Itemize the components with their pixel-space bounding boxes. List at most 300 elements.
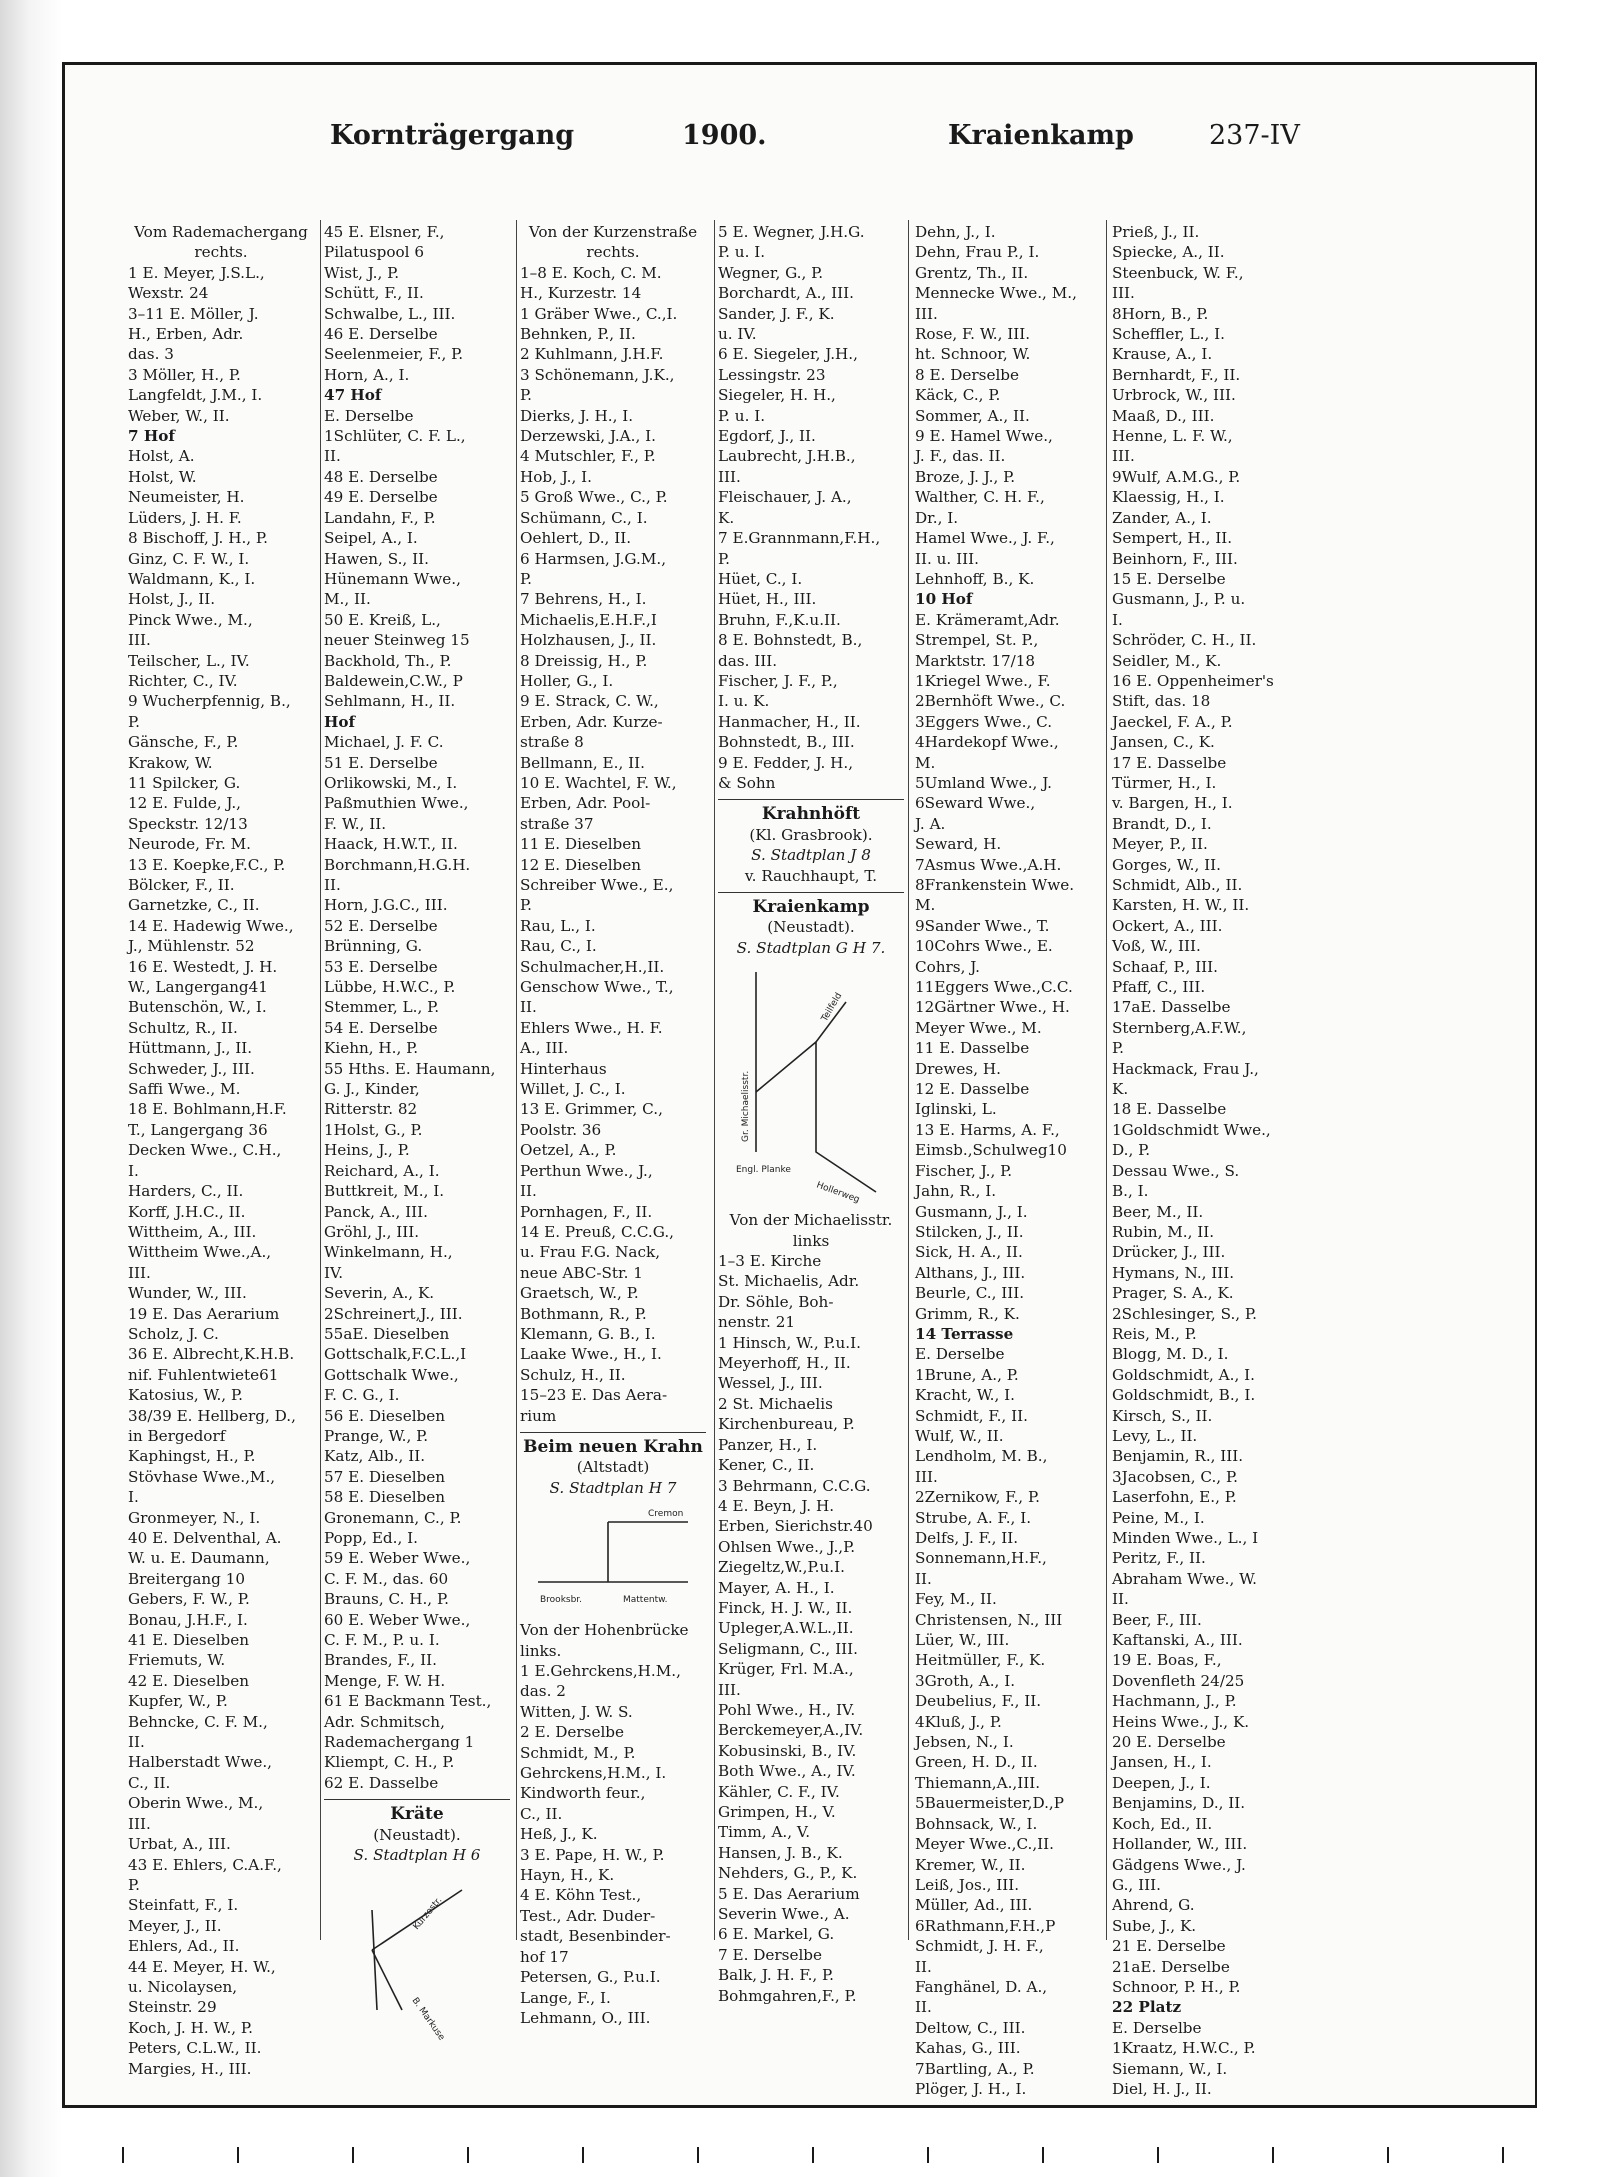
entry-line: Holst, A. bbox=[128, 447, 195, 466]
entry-line: Grentz, Th., II. bbox=[915, 263, 1029, 282]
entry-line: Heitmüller, F., K. bbox=[915, 1651, 1046, 1670]
entry-line: Meyer, J., II. bbox=[128, 1916, 222, 1935]
entry-line: Sempert, H., II. bbox=[1112, 529, 1233, 548]
entry-line: Seipel, A., I. bbox=[324, 529, 418, 548]
entry-line: II. bbox=[324, 876, 341, 894]
entry-line: neuer Steinweg 15 bbox=[324, 631, 470, 650]
entry-line: Horn, A., I. bbox=[324, 365, 410, 384]
entry-line: Ehlers, Ad., II. bbox=[128, 1937, 240, 1956]
entry-line: 7 Behrens, H., I. bbox=[520, 590, 647, 609]
entry-line: Zander, A., I. bbox=[1112, 508, 1212, 527]
entry-line: Schütt, F., II. bbox=[324, 284, 424, 303]
entry-line: Wessel, J., III. bbox=[718, 1374, 823, 1393]
entry-line: Kiehn, H., P. bbox=[324, 1039, 419, 1058]
entry-line: Popp, Ed., I. bbox=[324, 1529, 418, 1547]
entry-line: Goldschmidt, B., I. bbox=[1112, 1386, 1256, 1405]
section-rule bbox=[718, 799, 904, 800]
entry-line: Margies, H., III. bbox=[128, 2059, 252, 2078]
entry-line: III. bbox=[1112, 447, 1135, 466]
entry-line: Kaphingst, H., P. bbox=[128, 1447, 256, 1466]
entry-line: Benjamin, R., III. bbox=[1112, 1447, 1244, 1466]
entry-line: 2Schlesinger, S., P. bbox=[1112, 1304, 1257, 1323]
entry-line: Meyer Wwe., M. bbox=[915, 1018, 1042, 1037]
entry-line: Gronmeyer, N., I. bbox=[128, 1508, 261, 1527]
column-6 bbox=[1112, 222, 1278, 2098]
entry-line: III. bbox=[1112, 284, 1135, 303]
entry-line: Pornhagen, F., II. bbox=[520, 1202, 653, 1221]
entry-line: Seward, H. bbox=[915, 835, 1002, 854]
entry-line: Drewes, H. bbox=[915, 1059, 1001, 1078]
entry-line: 9Wulf, A.M.G., P. bbox=[1112, 467, 1241, 486]
entry-line: Kaftanski, A., III. bbox=[1112, 1631, 1243, 1650]
entry-line: Jebsen, N., I. bbox=[915, 1733, 1014, 1752]
entry-line: Schweder, J., III. bbox=[128, 1059, 255, 1078]
entry-line: Fischer, J. F., P., bbox=[718, 671, 838, 690]
entry-line: links bbox=[792, 1231, 830, 1250]
entry-line: 60 E. Weber Wwe., bbox=[324, 1610, 471, 1629]
street-map bbox=[726, 962, 896, 1206]
entry-line: Severin, A., K. bbox=[324, 1284, 435, 1303]
entry-line: straße 8 bbox=[520, 733, 584, 752]
entry-line: Willet, J. C., I. bbox=[520, 1080, 626, 1099]
entry-line: St. Michaelis, Adr. bbox=[718, 1272, 860, 1291]
entry-line: I. u. K. bbox=[718, 692, 770, 711]
entry-line: Gusmann, J., P. u. bbox=[1112, 590, 1246, 609]
entry-line: Von der Kurzenstraße bbox=[528, 223, 698, 241]
entry-line: Schaaf, P., III. bbox=[1112, 957, 1218, 976]
entry-line: 44 E. Meyer, H. W., bbox=[128, 1957, 276, 1976]
entry-line: 2Zernikow, F., P. bbox=[915, 1488, 1040, 1507]
entry-line: u. Nicolaysen, bbox=[128, 1977, 238, 1996]
entry-line: Kupfer, W., P. bbox=[128, 1692, 228, 1711]
entry-line: Hollander, W., III. bbox=[1112, 1835, 1248, 1854]
entry-line: J. F., das. II. bbox=[915, 447, 1006, 466]
column-4 bbox=[718, 222, 904, 2005]
entry-line: Erben, Adr. Kurze- bbox=[520, 712, 663, 731]
section-title: Kräte bbox=[390, 1804, 444, 1825]
entry-line: Pfaff, C., III. bbox=[1112, 978, 1206, 997]
entry-line: F. W., II. bbox=[324, 814, 387, 833]
entry-line: Urbrock, W., III. bbox=[1112, 386, 1236, 405]
entry-line: Schröder, C. H., II. bbox=[1112, 631, 1257, 650]
entry-line: Käck, C., P. bbox=[915, 386, 1001, 405]
entry-line: Ehlers Wwe., H. F. bbox=[520, 1018, 663, 1037]
entry-line: Seidler, M., K. bbox=[1112, 651, 1222, 670]
entry-line: Koch, J. H. W., P. bbox=[128, 2018, 253, 2037]
entry-line: Grimpen, H., V. bbox=[718, 1803, 836, 1821]
entry-line: Hof bbox=[324, 712, 356, 731]
entry-line: P. bbox=[718, 549, 730, 568]
entry-line: Deltow, C., III. bbox=[915, 2018, 1026, 2037]
entry-line: 11 E. Dasselbe bbox=[915, 1039, 1030, 1058]
entry-line: Holler, G., I. bbox=[520, 671, 614, 690]
entry-line: Waldmann, K., I. bbox=[128, 569, 256, 588]
entry-line: Sander, J. F., K. bbox=[718, 304, 835, 323]
entry-line: I. bbox=[1112, 610, 1123, 629]
entry-line: Scheffler, L., I. bbox=[1112, 325, 1225, 344]
entry-line: P. bbox=[128, 712, 140, 731]
entry-line: Drücker, J., III. bbox=[1112, 1243, 1226, 1262]
entry-line: 1Brune, A., P. bbox=[915, 1365, 1019, 1384]
entry-line: W., Langergang41 bbox=[128, 978, 268, 997]
entry-line: Butenschön, W., I. bbox=[128, 998, 267, 1017]
entry-line: Cohrs, J. bbox=[915, 957, 980, 976]
header-street-left: Kornträgergang bbox=[330, 120, 575, 151]
entry-line: 55 Hths. E. Haumann, bbox=[324, 1059, 496, 1078]
entry-line: rechts. bbox=[194, 243, 248, 262]
entry-line: 6Seward Wwe., bbox=[915, 794, 1036, 813]
entry-line: v. Bargen, H., I. bbox=[1112, 794, 1233, 813]
entry-line: Oetzel, A., P. bbox=[520, 1141, 617, 1160]
entry-line: Türmer, H., I. bbox=[1112, 773, 1217, 792]
ruler-tick bbox=[467, 2147, 469, 2163]
entry-line: III. bbox=[128, 1814, 151, 1833]
ruler-tick bbox=[582, 2147, 584, 2163]
entry-line: 1Schlüter, C. F. L., bbox=[324, 427, 466, 446]
entry-line: III. bbox=[128, 631, 151, 650]
entry-line: E. Krämeramt,Adr. bbox=[915, 610, 1060, 629]
entry-line: 14 E. Preuß, C.C.G., bbox=[520, 1222, 675, 1241]
entry-line: 7 Hof bbox=[128, 427, 175, 446]
entry-line: Orlikowski, M., I. bbox=[324, 773, 458, 792]
entry-line: Peine, M., I. bbox=[1112, 1508, 1205, 1527]
entry-line: u. Frau F.G. Nack, bbox=[520, 1243, 661, 1262]
entry-line: Laake Wwe., H., I. bbox=[520, 1345, 662, 1364]
entry-line: 36 E. Albrecht,K.H.B. bbox=[128, 1345, 295, 1364]
entry-line: Ziegeltz,W.,P.u.I. bbox=[718, 1558, 845, 1577]
entry-line: 8 Bischoff, J. H., P. bbox=[128, 529, 268, 548]
section-plan-ref: S. Stadtplan G H 7. bbox=[736, 938, 886, 957]
entry-line: Beer, M., II. bbox=[1112, 1202, 1204, 1221]
entry-line: Test., Adr. Duder- bbox=[520, 1906, 656, 1925]
map-label: Brooksbr. bbox=[540, 1595, 583, 1606]
entry-line: Goldschmidt, A., I. bbox=[1112, 1365, 1255, 1384]
entry-line: 17aE. Dasselbe bbox=[1112, 998, 1231, 1017]
section-rule bbox=[520, 1432, 706, 1433]
entry-line: 20 E. Derselbe bbox=[1112, 1733, 1226, 1752]
entry-line: II. bbox=[915, 1569, 932, 1588]
entry-line: II. bbox=[520, 998, 537, 1017]
entry-line: Lehmann, O., III. bbox=[520, 2008, 651, 2027]
entry-line: in Bergedorf bbox=[128, 1426, 226, 1445]
entry-line: Krause, A., I. bbox=[1112, 345, 1213, 364]
entry-line: Dr. Söhle, Boh- bbox=[718, 1292, 834, 1311]
entry-line: 61 E Backmann Test., bbox=[324, 1692, 492, 1711]
entry-line: 4Kluß, J., P. bbox=[915, 1712, 1002, 1731]
entry-line: Bothmann, R., P. bbox=[520, 1304, 647, 1323]
street-map bbox=[528, 1502, 698, 1612]
entry-line: Michael, J. F. C. bbox=[324, 733, 444, 752]
entry-line: Klemann, G. B., I. bbox=[520, 1324, 656, 1343]
entry-line: Balk, J. H. F., P. bbox=[718, 1966, 835, 1985]
book-spine bbox=[0, 0, 62, 2177]
entry-line: Panck, A., III. bbox=[324, 1202, 429, 1221]
entry-line: Lübbe, H.W.C., P. bbox=[324, 978, 456, 997]
entry-line: Steinstr. 29 bbox=[128, 1998, 217, 2017]
entry-line: III. bbox=[718, 1680, 741, 1699]
entry-line: Derzewski, J.A., I. bbox=[520, 427, 656, 446]
entry-line: 12 E. Dasselbe bbox=[915, 1080, 1030, 1099]
entry-line: Behncke, C. F. M., bbox=[128, 1712, 268, 1731]
ruler-tick bbox=[1502, 2147, 1504, 2163]
entry-line: Dehn, Frau P., I. bbox=[915, 243, 1040, 262]
entry-line: G., III. bbox=[1112, 1875, 1161, 1894]
entry-line: 3Eggers Wwe., C. bbox=[915, 712, 1053, 731]
entry-line: 10 Hof bbox=[915, 590, 973, 609]
entry-line: Dr., I. bbox=[915, 508, 959, 527]
map-label: Hollerweg bbox=[814, 1180, 861, 1206]
entry-line: 54 E. Derselbe bbox=[324, 1018, 438, 1037]
entry-line: 4 Mutschler, F., P. bbox=[520, 447, 656, 466]
entry-line: Stift, das. 18 bbox=[1112, 692, 1211, 711]
entry-line: 58 E. Dieselben bbox=[324, 1488, 446, 1507]
entry-line: Langfeldt, J.M., I. bbox=[128, 386, 263, 405]
entry-line: I. bbox=[128, 1488, 139, 1507]
page-header bbox=[262, 120, 1300, 160]
entry-line: das. 2 bbox=[520, 1682, 566, 1701]
entry-line: neue ABC-Str. 1 bbox=[520, 1263, 643, 1282]
entry-line: III. bbox=[128, 1263, 151, 1282]
entry-line: Marktstr. 17/18 bbox=[915, 651, 1036, 670]
entry-line: Upleger,A.W.L.,II. bbox=[718, 1619, 854, 1638]
entry-line: 11Eggers Wwe.,C.C. bbox=[915, 978, 1073, 997]
entry-line: 5Bauermeister,D.,P bbox=[915, 1794, 1064, 1813]
entry-line: P. u. I. bbox=[718, 406, 766, 425]
entry-line: 12 E. Fulde, J., bbox=[128, 794, 242, 813]
section-title: Kraienkamp bbox=[752, 897, 870, 917]
entry-line: Beurle, C., III. bbox=[915, 1284, 1025, 1303]
entry-line: & Sohn bbox=[718, 773, 776, 792]
entry-line: Hanmacher, H., II. bbox=[718, 712, 861, 731]
header-street-right: Kraienkamp bbox=[948, 120, 1134, 151]
entry-line: Plöger, J. H., I. bbox=[915, 2079, 1027, 2098]
entry-line: 1 Hinsch, W., P.u.I. bbox=[718, 1333, 861, 1352]
entry-line: 11 E. Dieselben bbox=[520, 835, 642, 854]
entry-line: Michaelis,E.H.F.,I bbox=[520, 610, 657, 629]
entry-line: Kliempt, C. H., P. bbox=[324, 1753, 455, 1772]
entry-line: 3 Behrmann, C.C.G. bbox=[718, 1476, 871, 1495]
entry-line: Delfs, J. F., II. bbox=[915, 1529, 1019, 1547]
entry-line: Severin Wwe., A. bbox=[718, 1905, 850, 1924]
section-plan-ref: S. Stadtplan H 7 bbox=[549, 1478, 677, 1497]
entry-line: B., I. bbox=[1112, 1182, 1149, 1201]
entry-line: 38/39 E. Hellberg, D., bbox=[128, 1406, 296, 1425]
entry-line: Wittheim, A., III. bbox=[128, 1222, 257, 1241]
entry-line: Hackmack, Frau J., bbox=[1112, 1059, 1259, 1078]
entry-line: II. bbox=[324, 447, 341, 466]
entry-line: Vom Rademachergang bbox=[134, 223, 308, 241]
entry-line: Weber, W., II. bbox=[128, 406, 230, 425]
entry-line: M., II. bbox=[324, 590, 371, 609]
entry-line: Lange, F., I. bbox=[520, 1988, 611, 2007]
entry-line: 4 E. Köhn Test., bbox=[520, 1886, 642, 1905]
entry-line: II. bbox=[128, 1733, 145, 1752]
entry-line: 2Schreinert,J., III. bbox=[324, 1304, 463, 1323]
entry-line: Winkelmann, H., bbox=[324, 1243, 453, 1262]
entry-line: Genschow Wwe., T., bbox=[520, 978, 674, 997]
entry-line: A., III. bbox=[520, 1039, 569, 1058]
map-label: Engl. Planke bbox=[736, 1165, 791, 1176]
entry-line: 56 E. Dieselben bbox=[324, 1406, 446, 1425]
entry-line: 3 Schönemann, J.K., bbox=[520, 365, 675, 384]
entry-line: Bölcker, F., II. bbox=[128, 876, 235, 894]
entry-line: Prager, S. A., K. bbox=[1112, 1284, 1234, 1303]
entry-line: 1Goldschmidt Wwe., bbox=[1112, 1120, 1271, 1139]
entry-line: Landahn, F., P. bbox=[324, 508, 436, 527]
entry-line: Bernhardt, F., II. bbox=[1112, 365, 1241, 384]
entry-line: Brandt, D., I. bbox=[1112, 814, 1212, 833]
map-label: Mattentw. bbox=[623, 1595, 668, 1606]
entry-line: 12 E. Dieselben bbox=[520, 855, 642, 874]
entry-line: Wist, J., P. bbox=[324, 263, 400, 282]
header-year: 1900. bbox=[682, 120, 767, 151]
entry-line: 52 E. Derselbe bbox=[324, 916, 438, 935]
entry-line: III. bbox=[718, 467, 741, 486]
entry-line: 2 St. Michaelis bbox=[718, 1394, 833, 1413]
entry-line: 1–3 E. Kirche bbox=[718, 1252, 822, 1271]
section-title: Beim neuen Krahn bbox=[523, 1436, 703, 1457]
entry-line: 9 E. Hamel Wwe., bbox=[915, 427, 1053, 446]
entry-line: Althans, J., III. bbox=[915, 1263, 1026, 1282]
entry-line: Nehders, G., P., K. bbox=[718, 1864, 858, 1883]
entry-line: Abraham Wwe., W. bbox=[1112, 1569, 1257, 1588]
entry-line: Kener, C., II. bbox=[718, 1456, 815, 1475]
entry-line: 51 E. Derselbe bbox=[324, 753, 438, 772]
entry-line: Meyerhoff, H., II. bbox=[718, 1354, 851, 1373]
entry-line: Kremer, W., II. bbox=[915, 1855, 1026, 1874]
entry-line: 6 E. Siegeler, J.H., bbox=[718, 345, 858, 364]
entry-line: Kirsch, S., II. bbox=[1112, 1406, 1213, 1425]
entry-line: Wulf, W., II. bbox=[915, 1426, 1004, 1445]
entry-line: Rose, F. W., III. bbox=[915, 325, 1031, 344]
entry-line: Borchardt, A., III. bbox=[718, 284, 854, 303]
entry-line: 43 E. Ehlers, C.A.F., bbox=[128, 1855, 282, 1874]
ruler-tick bbox=[352, 2147, 354, 2163]
entry-line: 3 E. Pape, H. W., P. bbox=[520, 1845, 665, 1864]
entry-line: Krakow, W. bbox=[128, 753, 213, 772]
entry-line: Holzhausen, J., II. bbox=[520, 631, 657, 650]
entry-line: nenstr. 21 bbox=[718, 1313, 796, 1332]
entry-line: P. u. I. bbox=[718, 243, 766, 262]
entry-line: Rademachergang 1 bbox=[324, 1733, 475, 1752]
entry-line: Von der Hohenbrücke bbox=[520, 1621, 689, 1640]
entry-line: 41 E. Dieselben bbox=[128, 1631, 250, 1650]
entry-line: Jahn, R., I. bbox=[915, 1182, 997, 1201]
entry-line: Paßmuthien Wwe., bbox=[324, 794, 469, 813]
entry-line: Gebers, F. W., P. bbox=[128, 1590, 250, 1609]
entry-line: rechts. bbox=[586, 243, 640, 262]
entry-line: Beinhorn, F., III. bbox=[1112, 549, 1238, 568]
entry-line: 50 E. Kreiß, L., bbox=[324, 610, 441, 629]
entry-line: Wexstr. 24 bbox=[128, 284, 209, 303]
entry-line: 49 E. Derselbe bbox=[324, 488, 438, 507]
entry-line: Fanghänel, D. A., bbox=[915, 1977, 1048, 1996]
entry-line: Seelenmeier, F., P. bbox=[324, 345, 464, 364]
entry-line: 13 E. Grimmer, C., bbox=[520, 1100, 663, 1119]
entry-line: 12Gärtner Wwe., H. bbox=[915, 998, 1070, 1017]
entry-line: II. u. III. bbox=[915, 549, 979, 568]
entry-line: Schulmacher,H.,II. bbox=[520, 957, 665, 976]
entry-line: 2Bernhöft Wwe., C. bbox=[915, 692, 1066, 711]
entry-line: Green, H. D., II. bbox=[915, 1753, 1038, 1772]
entry-line: hof 17 bbox=[520, 1947, 569, 1966]
entry-line: Prieß, J., II. bbox=[1112, 223, 1200, 241]
entry-line: Haack, H.W.T., II. bbox=[324, 835, 458, 854]
entry-line: 9 E. Strack, C. W., bbox=[520, 692, 659, 711]
entry-line: Krüger, Frl. M.A., bbox=[718, 1660, 854, 1679]
entry-line: Breitergang 10 bbox=[128, 1569, 246, 1588]
entry-line: 16 E. Westedt, J. H. bbox=[128, 957, 278, 976]
entry-line: Dierks, J. H., I. bbox=[520, 406, 634, 425]
entry-line: III. bbox=[915, 304, 938, 323]
entry-line: Sehlmann, H., II. bbox=[324, 692, 456, 711]
entry-line: C. F. M., das. 60 bbox=[324, 1569, 449, 1588]
entry-line: Bruhn, F.,K.u.II. bbox=[718, 610, 841, 629]
entry-line: Heß, J., K. bbox=[520, 1825, 598, 1844]
entry-line: J., Mühlenstr. 52 bbox=[128, 937, 255, 956]
entry-line: Jansen, C., K. bbox=[1112, 733, 1215, 752]
entry-line: 8Horn, B., P. bbox=[1112, 304, 1209, 323]
scan-ruler bbox=[62, 2147, 1562, 2167]
entry-line: Hüttmann, J., II. bbox=[128, 1039, 253, 1058]
entry-line: Kindworth feur., bbox=[520, 1784, 646, 1803]
entry-line: 7 E. Derselbe bbox=[718, 1945, 823, 1964]
entry-line: 4Hardekopf Wwe., bbox=[915, 733, 1059, 752]
entry-line: Lüer, W., III. bbox=[915, 1631, 1010, 1650]
entry-line: F. C. G., I. bbox=[324, 1386, 400, 1405]
entry-line: Schnoor, P. H., P. bbox=[1112, 1977, 1241, 1996]
entry-line: Henne, L. F. W., bbox=[1112, 427, 1233, 446]
ruler-tick bbox=[1272, 2147, 1274, 2163]
entry-line: 40 E. Delventhal, A. bbox=[128, 1529, 282, 1547]
entry-line: H., Kurzestr. 14 bbox=[520, 284, 642, 303]
entry-line: P. bbox=[520, 386, 532, 405]
entry-line: Steinfatt, F., I. bbox=[128, 1896, 239, 1915]
entry-line: 5 E. Wegner, J.H.G. bbox=[718, 223, 865, 241]
entry-line: 46 E. Derselbe bbox=[324, 325, 438, 344]
entry-line: Sommer, A., II. bbox=[915, 406, 1030, 425]
entry-line: Mennecke Wwe., M., bbox=[915, 284, 1077, 303]
entry-line: 22 Platz bbox=[1112, 1998, 1182, 2017]
entry-line: Deubelius, F., II. bbox=[915, 1692, 1042, 1711]
entry-line: Hinterhaus bbox=[520, 1059, 607, 1078]
entry-line: Lendholm, M. B., bbox=[915, 1447, 1048, 1466]
entry-line: P. bbox=[1112, 1039, 1124, 1058]
entry-line: Wegner, G., P. bbox=[718, 263, 824, 282]
entry-line: Dessau Wwe., S. bbox=[1112, 1161, 1240, 1180]
entry-line: Perthun Wwe., J., bbox=[520, 1161, 653, 1180]
entry-line: P. bbox=[520, 569, 532, 588]
entry-line: Pohl Wwe., H., IV. bbox=[718, 1700, 856, 1719]
entry-line: H., Erben, Adr. bbox=[128, 325, 244, 344]
entry-line: 59 E. Weber Wwe., bbox=[324, 1549, 471, 1568]
entry-line: Berckemeyer,A.,IV. bbox=[718, 1721, 864, 1740]
entry-line: Brandes, F., II. bbox=[324, 1651, 437, 1670]
entry-line: C., II. bbox=[520, 1804, 563, 1823]
section-subtitle: (Kl. Grasbrook). bbox=[749, 825, 873, 844]
entry-line: Schmidt, Alb., II. bbox=[1112, 876, 1243, 894]
entry-line: Walther, C. H. F., bbox=[915, 488, 1045, 507]
entry-line: Steenbuck, W. F., bbox=[1112, 263, 1244, 282]
entry-line: Karsten, H. W., II. bbox=[1112, 896, 1250, 915]
section-subtitle: (Altstadt) bbox=[576, 1458, 650, 1477]
entry-line: 8 E. Derselbe bbox=[915, 365, 1020, 384]
entry-line: 17 E. Dasselbe bbox=[1112, 753, 1227, 772]
section-subtitle: (Neustadt). bbox=[767, 918, 855, 937]
entry-line: Schulz, H., II. bbox=[520, 1365, 626, 1384]
entry-line: 8 E. Bohnstedt, B., bbox=[718, 631, 863, 650]
entry-line: 42 E. Dieselben bbox=[128, 1671, 250, 1690]
